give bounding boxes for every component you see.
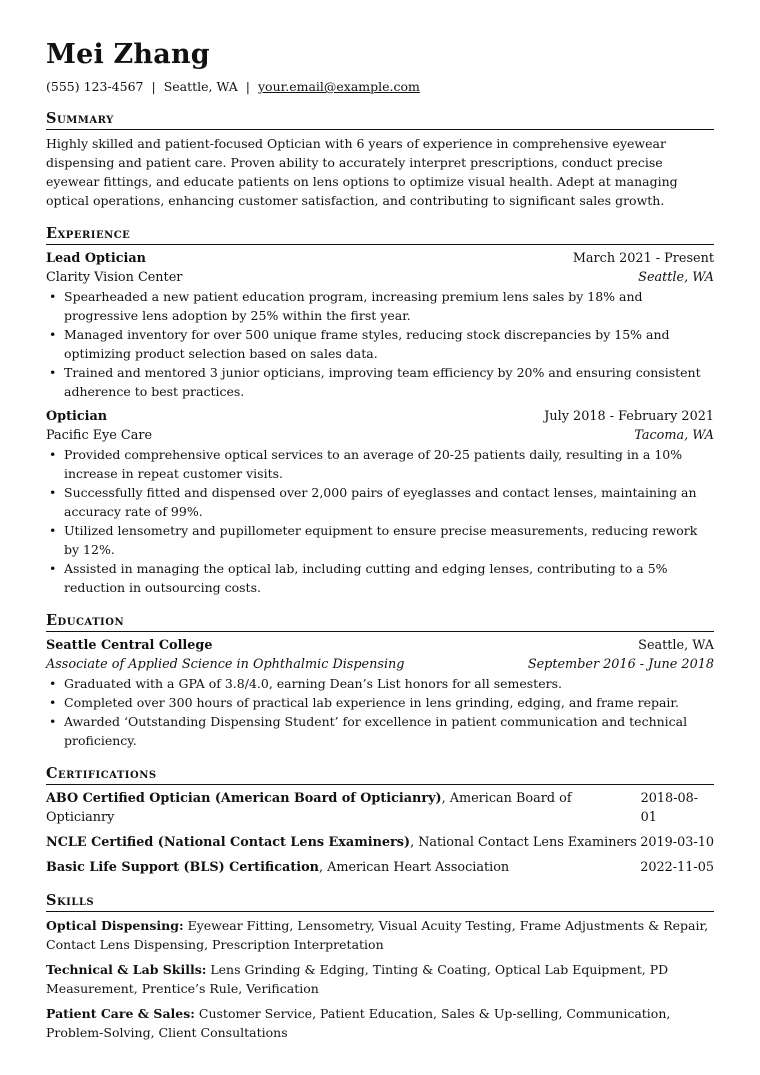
education-dates: September 2016 - June 2018 bbox=[527, 657, 714, 672]
skill-label: Optical Dispensing: bbox=[46, 918, 184, 933]
contact-separator: | bbox=[245, 79, 250, 94]
job-company: Pacific Eye Care bbox=[46, 428, 153, 443]
school-name: Seattle Central College bbox=[46, 638, 213, 653]
certification-date: 2018-08-01 bbox=[640, 791, 699, 825]
list-item: • Provided comprehensive optical services to an average of 20-25 patients daily, resulting in a 10% increase in repeat customer visits. bbox=[64, 445, 714, 483]
section-title-skills: Skills bbox=[46, 891, 714, 912]
school-location: Seattle, WA bbox=[638, 638, 714, 653]
job-role: Optician bbox=[46, 409, 108, 424]
list-item: • Utilized lensometry and pupillometer equipment to ensure precise measurements, reducing rework by 12%. bbox=[64, 521, 714, 559]
job-entry bbox=[46, 249, 714, 401]
job-subheader bbox=[46, 426, 714, 445]
candidate-name: Mei Zhang bbox=[46, 39, 210, 70]
certification-text bbox=[46, 833, 637, 852]
certification-text bbox=[46, 858, 509, 877]
certification-item bbox=[46, 789, 714, 827]
job-location: Tacoma, WA bbox=[634, 428, 714, 443]
skill-label: Patient Care & Sales: bbox=[46, 1006, 195, 1021]
list-item: • Awarded ‘Outstanding Dispensing Student’ for excellence in patient communication and technical proficiency. bbox=[64, 712, 714, 750]
job-header bbox=[46, 407, 714, 426]
skill-text: Lens Grinding & Edging, Tinting & Coating, Optical Lab Equipment, PD Measurement, Prentice’s Rule, Verification bbox=[46, 962, 669, 996]
skill-text: Customer Service, Patient Education, Sales & Up-selling, Communication, Problem-Solving, Client Consultations bbox=[46, 1006, 671, 1040]
certification-item bbox=[46, 833, 714, 852]
list-item: • Trained and mentored 3 junior opticians, improving team efficiency by 20% and ensuring consistent adherence to best practices. bbox=[64, 363, 714, 401]
list-item: • Spearheaded a new patient education program, increasing premium lens sales by 18% and progressive lens adoption by 25% within the first year. bbox=[64, 287, 714, 325]
certification-date: 2022-11-05 bbox=[640, 860, 714, 875]
list-item: • Successfully fitted and dispensed over 2,000 pairs of eyeglasses and contact lenses, maintaining an accuracy rate of 99%. bbox=[64, 483, 714, 521]
certification-name: ABO Certified Optician (American Board of Opticianry) bbox=[46, 791, 442, 806]
contact-separator: | bbox=[151, 79, 156, 94]
skill-group bbox=[46, 1004, 714, 1042]
section-title-summary: Summary bbox=[46, 109, 714, 130]
skill-label: Technical & Lab Skills: bbox=[46, 962, 207, 977]
certification-item bbox=[46, 858, 714, 877]
certification-issuer: , National Contact Lens Examiners bbox=[410, 835, 637, 850]
job-bullets bbox=[46, 445, 714, 597]
job-role: Lead Optician bbox=[46, 251, 146, 266]
education-header bbox=[46, 636, 714, 655]
education-bullets bbox=[46, 674, 714, 750]
certification-issuer: , American Heart Association bbox=[318, 860, 510, 875]
job-company: Clarity Vision Center bbox=[46, 270, 183, 285]
job-header bbox=[46, 249, 714, 268]
summary-text: Highly skilled and patient-focused Optician with 6 years of experience in comprehensive eyewear dispensing and patient care. Proven ability to accurately interpret prescriptions, conduct precise eyewear fittings, and educate patients on lens options to optimize visual health. Adept at managing optical operations, enhancing customer satisfaction, and contributing to significant sales growth. bbox=[46, 136, 678, 208]
list-item: • Managed inventory for over 500 unique frame styles, reducing stock discrepancies by 15% and optimizing product selection based on sales data. bbox=[64, 325, 714, 363]
job-dates: March 2021 - Present bbox=[572, 251, 714, 266]
certification-name: Basic Life Support (BLS) Certification bbox=[46, 860, 319, 875]
certification-text bbox=[46, 789, 641, 827]
phone-number: (555) 123-4567 bbox=[46, 79, 144, 94]
job-entry bbox=[46, 407, 714, 597]
certification-name: NCLE Certified (National Contact Lens Examiners) bbox=[46, 835, 411, 850]
skill-text: Eyewear Fitting, Lensometry, Visual Acuity Testing, Frame Adjustments & Repair, Contact Lens Dispensing, Prescription Interpretation bbox=[46, 918, 709, 952]
section-title-education: Education bbox=[46, 611, 714, 632]
skill-group bbox=[46, 916, 714, 954]
skill-group bbox=[46, 960, 714, 998]
job-subheader bbox=[46, 268, 714, 287]
certification-date: 2019-03-10 bbox=[640, 835, 714, 850]
job-bullets bbox=[46, 287, 714, 401]
location: Seattle, WA bbox=[163, 79, 238, 94]
certification-issuer: , American Board of Opticianry bbox=[46, 791, 572, 825]
job-location: Seattle, WA bbox=[638, 270, 714, 285]
list-item: • Assisted in managing the optical lab, including cutting and edging lenses, contributing to a 5% reduction in outsourcing costs. bbox=[64, 559, 714, 597]
section-title-experience: Experience bbox=[46, 224, 714, 245]
degree-name: Associate of Applied Science in Ophthalmic Dispensing bbox=[46, 657, 405, 672]
contact-line bbox=[46, 79, 714, 95]
job-dates: July 2018 - February 2021 bbox=[544, 409, 714, 424]
list-item: • Graduated with a GPA of 3.8/4.0, earning Dean’s List honors for all semesters. bbox=[64, 674, 714, 693]
education-subheader bbox=[46, 655, 714, 674]
section-title-certifications: Certifications bbox=[46, 764, 714, 785]
list-item: • Completed over 300 hours of practical lab experience in lens grinding, edging, and frame repair. bbox=[64, 693, 714, 712]
email-link[interactable]: your.email@example.com bbox=[257, 79, 420, 94]
